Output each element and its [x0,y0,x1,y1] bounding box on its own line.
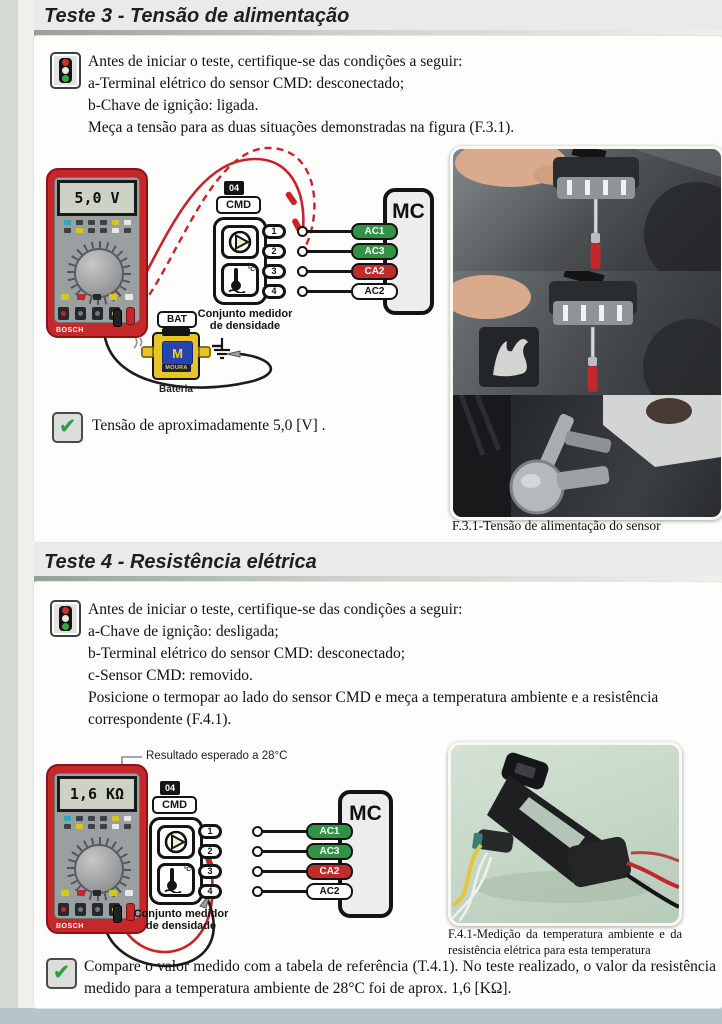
sensor-pin-3: 3 [198,864,222,879]
wire-terminal [297,286,308,297]
battery-caption: Bateria [159,384,193,395]
photo-probe-test-2 [453,271,721,395]
sensor-pin-1: 1 [198,824,222,839]
temp-unit: °C [247,266,255,274]
battery-tag: BAT [157,311,197,328]
figure-caption-f31: F.3.1-Tensão de alimentação do sensor [452,518,661,533]
figure-caption-f41: F.4.1-Medição da temperatura ambiente e da resistência elétrica para esta temperatura [448,927,682,957]
wire-line [306,290,352,293]
figure-photos-f31 [450,146,722,520]
test4-instruction: Posicione o termopar ao lado do sensor CMD e meça a temperatura ambiente e a resistência correspondente (F.4.1). [88,689,659,728]
traffic-green-light [62,75,69,82]
wire-line [306,250,352,253]
ground-icon [214,338,230,358]
test3-instruction: Meça a tensão para as duas situações demonstradas na figura (F.3.1). [88,119,515,136]
wire-terminal [297,266,308,277]
wire-terminal [252,826,263,837]
multimeter-display [57,776,137,812]
red-probe-crimp [285,191,299,207]
test4-cond-a: a-Chave de ignição: desligada; [88,623,279,640]
battery [152,332,200,380]
wire-label-ac2: AC2 [306,883,353,900]
sensor-number-tag: 04 [224,181,244,195]
section-title-test3: Teste 3 - Tensão de alimentação [44,5,350,27]
sensor-pin-4: 4 [198,884,222,899]
test4-cond-b: b-Terminal elétrico do sensor CMD: desconectado; [88,645,406,662]
test4-intro: Antes de iniciar o teste, certifique-se das condições a seguir: [88,601,463,618]
expected-result-label: Resultado esperado a 28°C [146,750,288,762]
pump-icon [221,225,259,259]
probe-jacks [58,903,120,916]
wire-terminal [252,886,263,897]
test3-intro: Antes de iniciar o teste, certifique-se das condições a seguir: [88,53,463,70]
thermometer-icon [221,263,259,297]
rotary-dial [74,248,124,298]
battery-tab-left [141,346,154,358]
pump-icon [157,825,195,859]
traffic-mid-light [62,67,69,74]
sensor-number-tag: 04 [160,781,180,795]
page-edge-strip-light [18,0,34,1024]
probe-jacks [58,307,120,320]
density-sensor [149,817,203,905]
meter-brand: BOSCH [56,327,84,334]
wire-line [261,870,307,873]
page-footer-bar [0,1008,722,1024]
black-plug [113,309,122,327]
multimeter-buttons [58,220,136,233]
photo-probe-test-1 [453,149,721,271]
thermometer-icon [157,863,195,897]
section-title-test4: Teste 4 - Resistência elétrica [44,551,317,573]
traffic-light-icon [50,600,81,637]
wire-label-ac1: AC1 [351,223,398,240]
multimeter [46,168,148,338]
sensor-pin-1: 1 [262,224,286,239]
wire-label-ac3: AC3 [306,843,353,860]
test3-cond-b: b-Chave de ignição: ligada. [88,97,259,114]
selector-row [61,294,133,300]
black-plug [113,905,122,923]
black-probe-tip [227,351,240,357]
test4-result: Compare o valor medido com a tabela de referência (T.4.1). No teste realizado, o valor da resistência medido para a temperatura ambiente de 28°C foi de aprox. 1,6 [KΩ]. [84,958,716,997]
meter-reading: 5,0 V [74,189,120,207]
wire-line [306,270,352,273]
figure-photo-f41 [448,742,682,926]
sensor-pin-4: 4 [262,284,286,299]
sensor-pin-2: 2 [262,244,286,259]
test3-conditions [88,51,700,139]
test4-conditions [88,599,704,731]
battery-tab-right [198,346,211,358]
temp-unit: °C [183,866,191,874]
wire-terminal [297,226,308,237]
sensor-pin-2: 2 [198,844,222,859]
density-sensor [213,217,267,305]
rotary-dial [74,844,124,894]
check-icon: ✔ [52,412,83,443]
battery-logo: M [162,341,193,365]
wire-line [306,230,352,233]
mc-label: MC [349,802,382,825]
sensor-caption: Conjunto medidor de densidade [197,308,293,332]
sensor-pin-3: 3 [262,264,286,279]
traffic-red-light [62,607,69,614]
traffic-light-body [59,606,72,631]
traffic-green-light [62,623,69,630]
sensor-name-tag: CMD [216,196,261,214]
traffic-red-light [62,59,69,66]
wire-terminal [297,246,308,257]
test3-result: Tensão de aproximadamente 5,0 [V] . [92,417,326,434]
wire-label-ac2: AC2 [351,283,398,300]
selector-row [61,890,133,896]
wire-line [261,830,307,833]
wire-label-ca2: CA2 [351,263,398,280]
wire-label-ca2: CA2 [306,863,353,880]
sensor-name-tag: CMD [152,796,197,814]
check-icon: ✔ [46,958,77,989]
multimeter-display [57,180,137,216]
wire-label-ac1: AC1 [306,823,353,840]
page-edge-strip [0,0,18,1024]
traffic-mid-light [62,615,69,622]
photo-battery-terminal [453,395,721,517]
mc-label: MC [392,200,425,223]
battery-brand: MOURA [162,364,191,372]
wire-terminal [252,866,263,877]
test3-cond-a: a-Terminal elétrico do sensor CMD: desconectado; [88,75,405,92]
traffic-light-body [59,58,72,83]
multimeter-buttons [58,816,136,829]
wire-label-ac3: AC3 [351,243,398,260]
wire-line [261,890,307,893]
photo-map-sensor [451,745,679,923]
test4-cond-c: c-Sensor CMD: removido. [88,667,253,684]
sensor-caption: Conjunto medidor de densidade [133,908,229,932]
traffic-light-icon [50,52,81,89]
meter-brand: BOSCH [56,923,84,930]
meter-reading: 1,6 KΩ [69,785,125,803]
red-plug [126,307,135,325]
wire-terminal [252,846,263,857]
wire-line [261,850,307,853]
battery-terminal-cap [162,328,190,336]
